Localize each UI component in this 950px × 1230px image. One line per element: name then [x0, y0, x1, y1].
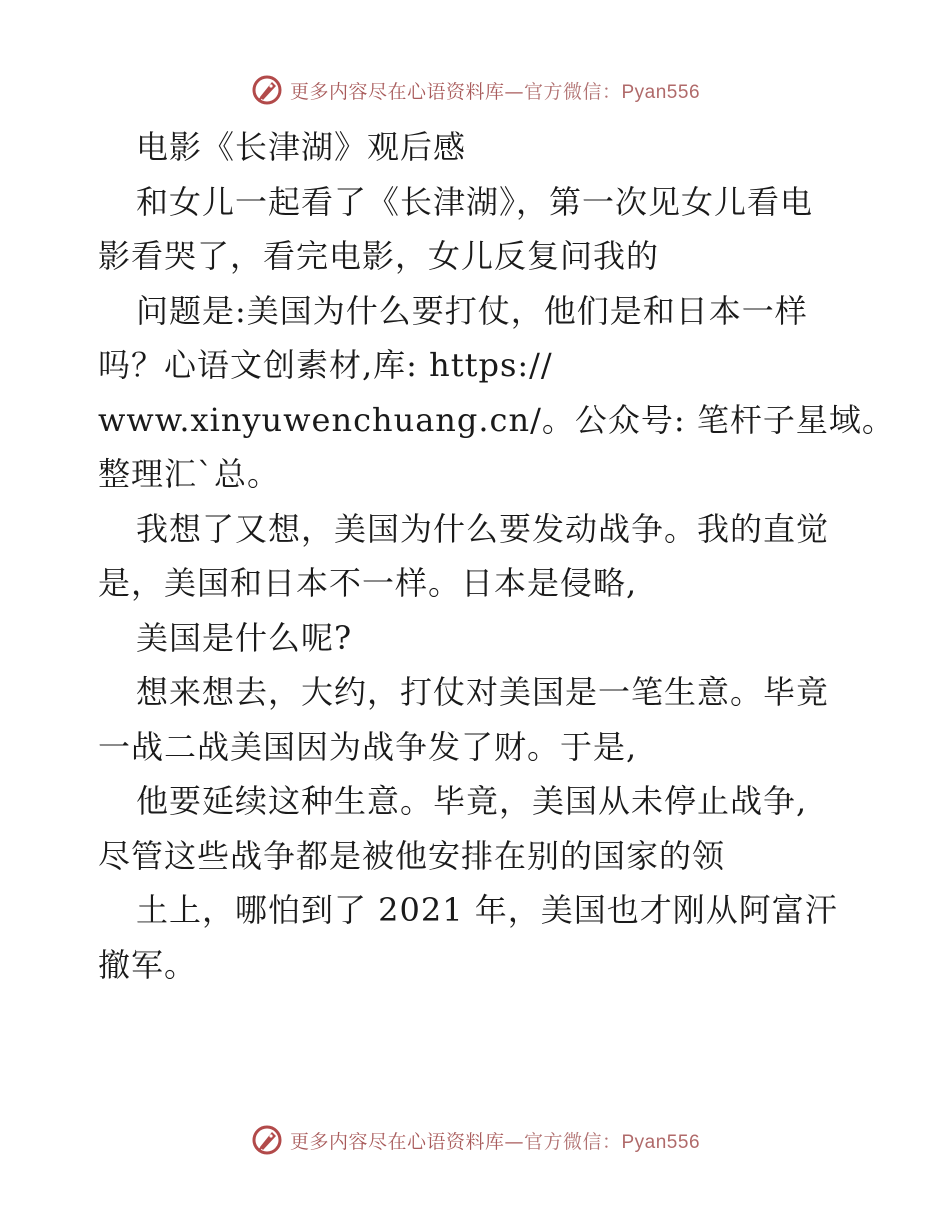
paragraph-line: 撤军。: [98, 945, 198, 984]
banner-title: 更多内容尽在心语资料库: [289, 1130, 505, 1153]
paragraph-line: 吗？心语文创素材,库: https://: [98, 346, 553, 384]
paragraph-line: 影看哭了，看完电影，女儿反复问我的: [98, 237, 660, 275]
pen-nib-logo-icon: [250, 1123, 284, 1157]
banner-wechat-label: 官方微信：: [523, 1130, 622, 1153]
paragraph-line: 尽管这些战争都是被他安排在别的国家的领: [98, 836, 726, 875]
paragraph-line: 美国是什么呢?: [136, 618, 353, 657]
banner-separator: —: [504, 80, 524, 103]
paragraph-line: 问题是:美国为什么要打仗，他们是和日本一样: [136, 291, 808, 330]
banner-wechat-label: 官方微信：: [523, 80, 622, 103]
paragraph-line: www.xinyuwenchuang.cn/。公众号: 笔杆子星域。: [98, 400, 895, 439]
header-watermark-banner: [0, 70, 950, 110]
banner-wechat-id: Pyan556: [621, 81, 701, 103]
paragraph-line: 整理汇`总。: [98, 455, 281, 493]
footer-watermark-banner: [0, 1120, 950, 1160]
paragraph-line: 他要延续这种生意。毕竟，美国从未停止战争,: [136, 782, 808, 820]
banner-wechat-id: Pyan556: [621, 1131, 701, 1153]
document-title: 电影《长津湖》观后感: [136, 128, 467, 166]
banner-title: 更多内容尽在心语资料库: [289, 80, 505, 103]
pen-nib-logo-icon: [250, 73, 284, 107]
paragraph-line: 我想了又想，美国为什么要发动战争。我的直觉: [136, 509, 830, 548]
paragraph-line: 和女儿一起看了《长津湖》，第一次见女儿看电: [136, 182, 814, 221]
banner-separator: —: [504, 1130, 524, 1153]
paragraph-line: 土上，哪怕到了 2021 年，美国也才刚从阿富汗: [136, 891, 838, 929]
paragraph-line: 想来想去，大约，打仗对美国是一笔生意。毕竟: [136, 673, 830, 711]
document-body: [98, 120, 895, 992]
paragraph-line: 是，美国和日本不一样。日本是侵略,: [98, 564, 638, 602]
paragraph-line: 一战二战美国因为战争发了财。于是,: [98, 727, 638, 766]
